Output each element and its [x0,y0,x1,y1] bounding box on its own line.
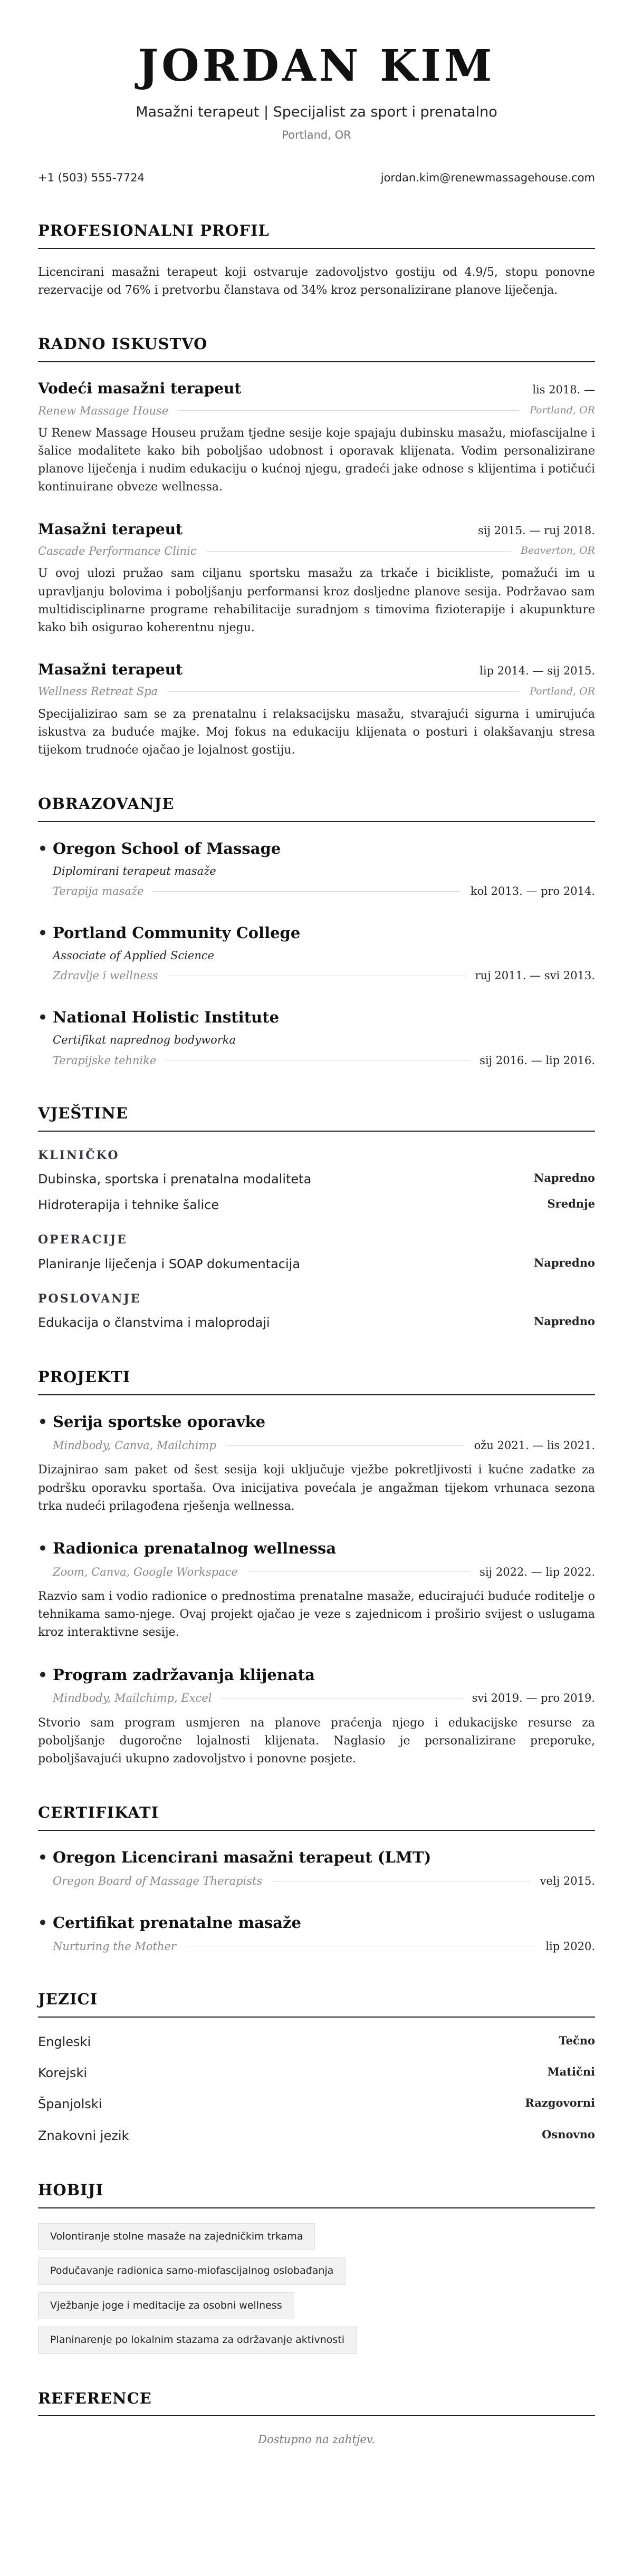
certificate-entry [38,1911,595,1955]
project-tools: Mindbody, Canva, Mailchimp [53,1439,216,1452]
divider [167,691,520,692]
project-description: Dizajnirao sam paket od šest sesija koji uključuje vježbe pokretljivosti i kućne zadatke za podršku oporavku sportaša. Ova inicijativa povećala je angažman tijekom vrhunaca sezona trka nudeći prilagođena rješenja wellnessa. [38,1463,595,1513]
bullet-icon: • [38,1009,47,1027]
project-entry [38,1663,595,1769]
divider [226,1445,465,1446]
job-location: Beaverton, OR [521,545,595,557]
references-section [38,2387,595,2448]
experience-section [38,332,595,759]
skill-name: Planiranje liječenja i SOAP dokumentacija [38,1256,301,1271]
skill-name: Edukacija o članstvima i maloprodaji [38,1315,270,1330]
project-date: ožu 2021. — lis 2021. [474,1439,595,1452]
job-entry [38,658,595,759]
profile-text: Licencirani masažni terapeut koji ostvaruje zadovoljstvo gostiju od 4.9/5, stopu ponovne rezervacije od 76% i pretvorbu članstava od 34% kroz personalizirane planove liječenja. [38,266,595,297]
skill-row [38,1313,595,1333]
skill-category: KLINIČKO [38,1149,120,1162]
certificate-entry [38,1846,595,1889]
language-level: Matični [547,2065,595,2079]
certificate-issuer: Oregon Board of Massage Therapists [53,1875,263,1888]
project-description: Razvio sam i vodio radionice o prednostima prenatalne masaže, educirajući buduće roditelje o tehnikama samo-njege. Ovaj projekt ojačao je veze s zajednicom i proširio svijest o uslugama kroz interaktivne sesije. [38,1590,595,1639]
language-name: Španjolski [38,2097,102,2112]
certificate-name: Certifikat prenatalne masaže [53,1913,301,1932]
certificate-date: velj 2015. [540,1875,595,1888]
job-description: Specijalizirao sam se za prenatalnu i relaksacijsku masažu, stvarajući sigurna i umirujuća iskustva za buduće majke. Moj fokus na edukaciju klijenata o posturi i olakšavanju stresa tijekom trudnoće ojačao je lojalnost gostiju. [38,707,595,757]
language-name: Korejski [38,2066,88,2081]
language-row [38,2126,595,2146]
hobbies-section [38,2178,595,2354]
skill-level: Napredno [534,1256,595,1269]
field-of-study: Terapijske tehnike [53,1054,157,1067]
project-tools: Mindbody, Mailchimp, Excel [53,1692,212,1705]
degree-name: Diplomirani terapeut masaže [53,864,216,877]
school-name: National Holistic Institute [53,1008,280,1027]
bullet-icon: • [38,1413,47,1431]
skill-category: POSLOVANJE [38,1291,141,1306]
skill-row [38,1255,595,1274]
bullet-icon: • [38,1914,47,1932]
skill-level: Napredno [534,1314,595,1328]
candidate-name: JORDAN KIM [138,41,495,91]
certificate-issuer: Nurturing the Mother [53,1940,176,1953]
divider [178,410,520,411]
section-title: OBRAZOVANJE [38,792,595,822]
language-row [38,2063,595,2083]
field-of-study: Terapija masaže [53,885,144,898]
skill-level: Srednje [547,1197,595,1211]
section-title: JEZICI [38,1988,595,2018]
section-title: PROFESIONALNI PROFIL [38,219,595,249]
degree-name: Associate of Applied Science [53,949,215,962]
section-title: VJEŠTINE [38,1102,595,1132]
project-entry [38,1410,595,1516]
language-row [38,2032,595,2052]
education-date: kol 2013. — pro 2014. [470,885,595,898]
section-title: HOBIJI [38,2178,595,2208]
education-date: ruj 2011. — svi 2013. [475,969,595,982]
skill-name: Dubinska, sportska i prenatalna modaliteta [38,1172,312,1187]
divider [247,1571,470,1572]
certificate-name: Oregon Licencirani masažni terapeut (LMT) [53,1848,431,1867]
bullet-icon: • [38,1539,47,1557]
language-level: Razgovorni [525,2096,595,2110]
language-row [38,2095,595,2114]
school-name: Portland Community College [53,924,301,942]
candidate-headline: Masažni terapeut | Specijalist za sport i prenatalno [136,104,497,121]
certificate-date: lip 2020. [545,1940,595,1953]
email-link[interactable]: jordan.kim@renewmassagehouse.com [380,171,595,184]
job-role: Vodeći masažni terapeut [38,380,242,398]
project-name: Serija sportske oporavke [53,1412,266,1431]
languages-section [38,1988,595,2146]
job-date: sij 2015. — ruj 2018. [477,524,595,537]
job-description: U ovoj ulozi pružao sam ciljanu sportsku masažu za trkače i bicikliste, pomažući im u upravljanju bolovima i poboljšanju performansi kroz dosljedne planove sesija. Podržavao sam multidisciplinarne programe rehabilitacije suradnjom s timovima fizioterapije i akupunkture kako bih osigurao koherentnu njegu. [38,567,595,634]
skill-row [38,1195,595,1215]
degree-name: Certifikat naprednog bodyworka [53,1033,236,1046]
skill-level: Napredno [534,1171,595,1185]
section-title: PROJEKTI [38,1365,595,1395]
job-company: Wellness Retreat Spa [38,685,158,698]
school-name: Oregon School of Massage [53,839,281,857]
hobby-tag: Volontiranje stolne masaže na zajedničkim trkama [38,2223,315,2250]
skill-row [38,1170,595,1189]
job-entry [38,518,595,637]
job-entry [38,377,595,496]
job-location: Portland, OR [530,685,595,697]
project-name: Program zadržavanja klijenata [53,1665,315,1684]
bullet-icon: • [38,1666,47,1684]
phone-number: +1 (503) 555-7724 [38,171,145,184]
education-entry [38,921,595,985]
project-date: svi 2019. — pro 2019. [472,1692,595,1705]
language-name: Engleski [38,2034,91,2050]
education-date: sij 2016. — lip 2016. [479,1054,595,1067]
job-date: lis 2018. — [532,383,595,397]
contact-row [38,169,595,187]
language-name: Znakovni jezik [38,2128,129,2143]
project-name: Radionica prenatalnog wellnessa [53,1539,337,1557]
references-text: Dostupno na zahtjev. [258,2433,375,2446]
divider [206,551,512,552]
education-entry [38,1006,595,1069]
language-level: Osnovno [542,2127,595,2141]
bullet-icon: • [38,1849,47,1867]
profile-section [38,219,595,300]
job-date: lip 2014. — sij 2015. [479,664,595,677]
section-title: CERTIFIKATI [38,1801,595,1831]
skill-name: Hidroterapija i tehnike šalice [38,1198,219,1213]
resume-header [38,42,595,186]
certificates-section [38,1801,595,1955]
hobby-tag: Vježbanje joge i meditacije za osobni wellness [38,2292,294,2319]
project-date: sij 2022. — lip 2022. [479,1565,595,1578]
field-of-study: Zdravlje i wellness [53,969,158,982]
education-section [38,792,595,1069]
job-description: U Renew Massage Houseu pružam tjedne sesije koje spajaju dubinsku masažu, miofascijalne i šalice modalitete kako bih poboljšao udobnost i oporavak klijenata. Vodim personalizirane planove liječenja i nudim edukaciju o kućnoj njegu, gradeći jake odnose s klijentima i potičući kontinuirane obveze wellnessa. [38,427,595,494]
hobby-tag: Podučavanje radionica samo-miofascijalnog oslobađanja [38,2257,346,2284]
project-entry [38,1537,595,1642]
project-description: Stvorio sam program usmjeren na planove praćenja njego i edukacijske resurse za poboljšanje dugoročne lojalnosti klijenata. Naglasio je personalizirane preporuke, poboljšavajući ukupno zadovoljstvo i ponovne posjete. [38,1716,595,1766]
project-tools: Zoom, Canva, Google Workspace [53,1565,238,1578]
projects-section [38,1365,595,1768]
skills-section [38,1102,595,1333]
job-role: Masažni terapeut [38,660,183,678]
divider [221,1698,462,1699]
education-entry [38,837,595,900]
bullet-icon: • [38,924,47,942]
section-title: RADNO ISKUSTVO [38,332,595,362]
language-level: Tečno [559,2034,595,2048]
job-role: Masažni terapeut [38,520,183,538]
divider [272,1881,531,1882]
job-company: Renew Massage House [38,404,169,417]
job-location: Portland, OR [530,404,595,417]
section-title: REFERENCE [38,2387,595,2417]
skill-category: OPERACIJE [38,1233,128,1247]
divider [153,891,461,892]
bullet-icon: • [38,840,47,857]
job-company: Cascade Performance Clinic [38,544,197,557]
hobby-tag: Planinarenje po lokalnim stazama za održavanje aktivnosti [38,2327,357,2353]
candidate-location: Portland, OR [282,129,351,142]
